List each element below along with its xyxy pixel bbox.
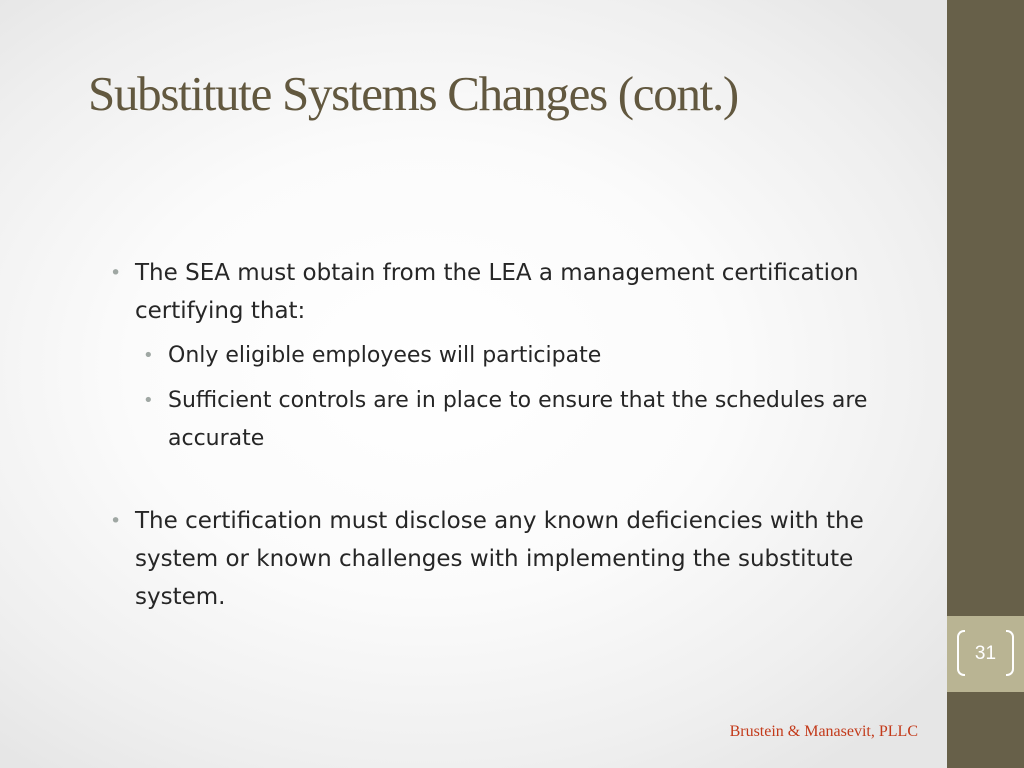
footer-firm-name: Brustein & Manasevit, PLLC <box>729 723 918 740</box>
slide-body <box>110 254 910 616</box>
right-brace-icon <box>1006 630 1014 676</box>
sub-bullet-text: Only eligible employees will participate <box>168 343 602 368</box>
sub-bullet-point <box>143 337 910 375</box>
bullet-text: The SEA must obtain from the LEA a management certification certifying that: <box>135 260 859 324</box>
bullet-point <box>110 254 910 330</box>
sub-bullet-list <box>143 337 910 458</box>
sub-bullet-text: Sufficient controls are in place to ensure that the schedules are accurate <box>168 388 868 451</box>
bullet-text: The certification must disclose any known deficiencies with the system or known challenges with implementing the substitute system. <box>135 508 864 610</box>
page-number-box <box>947 616 1024 692</box>
sub-bullet-point <box>143 382 910 458</box>
page-number: 31 <box>974 643 997 664</box>
bullet-point <box>110 502 910 616</box>
spacer <box>110 465 910 502</box>
slide-title: Substitute Systems Changes (cont.) <box>88 66 738 121</box>
